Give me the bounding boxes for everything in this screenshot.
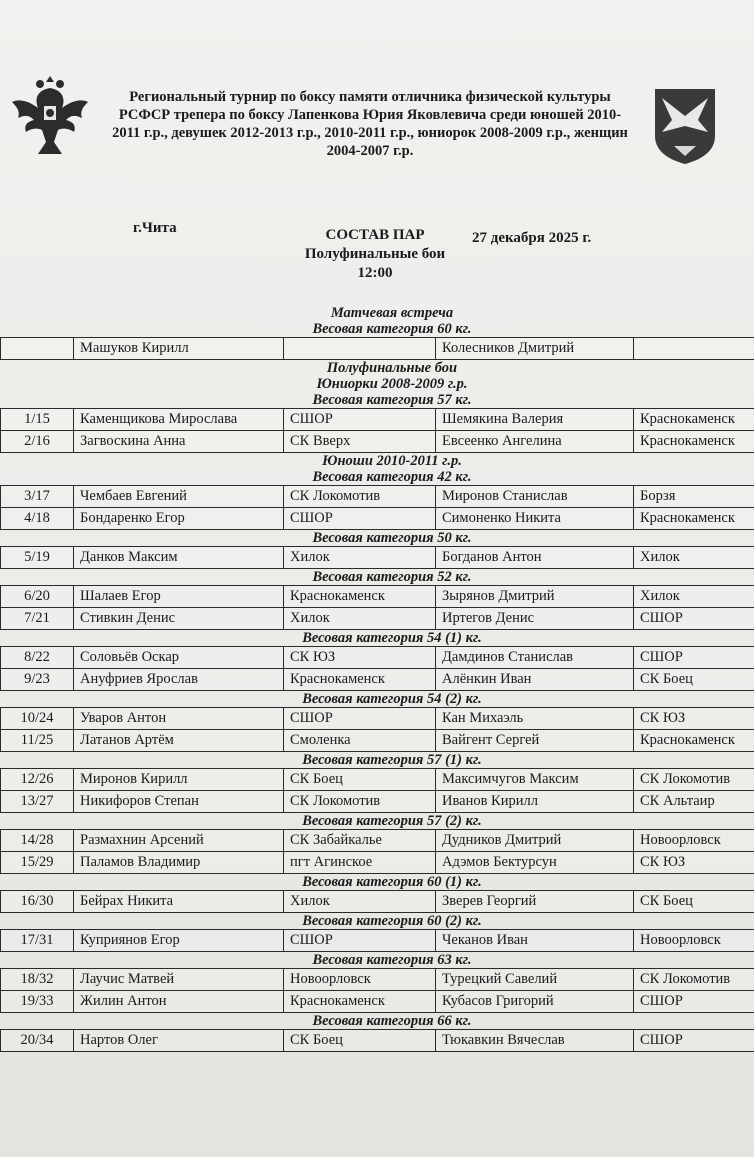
boxer-2-club: СШОР (633, 991, 754, 1012)
section-heading: Юниорки 2008-2009 г.р. (316, 376, 468, 392)
boxer-2-name: Вайгент Сергей (435, 730, 633, 751)
section-heading: Весовая категория 57 (1) кг. (302, 752, 482, 768)
bout-number: 4/18 (24, 510, 50, 526)
boxer-2-name: Тюкавкин Вячеслав (435, 1030, 633, 1051)
boxer-2-name: Алёнкин Иван (435, 669, 633, 690)
boxer-1-name: Куприянов Егор (73, 930, 283, 951)
bout-row (0, 337, 754, 360)
section-heading: Матчевая встреча (330, 305, 454, 321)
boxer-1-club: СШОР (283, 708, 435, 729)
section-heading: Весовая категория 63 кг. (312, 952, 472, 968)
boxer-1-name: Уваров Антон (73, 708, 283, 729)
boxer-2-name: Шемякина Валерия (435, 409, 633, 430)
bout-row (0, 852, 754, 874)
bout-row (0, 768, 754, 791)
tournament-title: Региональный турнир по боксу памяти отличника физической культуры РСФСР трепера по боксу Лапенкова Юрия Яковлевича среди юношей 2010-2011 г.р., девушек 2012-2013 г.р., 2010-2011 г.р., юниорок 2008-2009 г.р., женщин 2004-2007 г.р. (112, 89, 628, 159)
boxer-1-club: Хилок (283, 891, 435, 912)
bout-number: 12/26 (20, 771, 54, 787)
boxer-2-club: Новоорловск (633, 930, 754, 951)
boxer-2-club: СК Боец (633, 891, 754, 912)
boxer-1-name: Нартов Олег (73, 1030, 283, 1051)
boxer-2-name: Колесников Дмитрий (435, 338, 633, 359)
boxer-2-name: Дамдинов Станислав (435, 647, 633, 668)
section-heading: Весовая категория 50 кг. (312, 530, 472, 546)
bout-number (1, 338, 73, 359)
bout-row (0, 791, 754, 813)
boxer-2-club: СК Локомотив (633, 969, 754, 990)
bout-row (0, 991, 754, 1013)
boxer-1-club: Краснокаменск (283, 586, 435, 607)
boxer-2-name: Богданов Антон (435, 547, 633, 568)
boxer-2-club: СШОР (633, 1030, 754, 1051)
boxer-2-name: Максимчугов Максим (435, 769, 633, 790)
boxer-1-name: Паламов Владимир (73, 852, 283, 873)
section-heading: Полуфинальные бои (326, 360, 458, 376)
bout-row (0, 968, 754, 991)
document-heading (240, 226, 510, 283)
boxer-1-name: Соловьёв Оскар (73, 647, 283, 668)
doc-subtitle: Полуфинальные бои (304, 246, 446, 262)
bout-row (0, 585, 754, 608)
bout-number: 14/28 (20, 832, 54, 848)
boxer-1-name: Миронов Кирилл (73, 769, 283, 790)
bout-number: 7/21 (24, 610, 50, 626)
boxer-2-club: СК ЮЗ (633, 708, 754, 729)
doc-time: 12:00 (357, 265, 393, 281)
boxer-2-name: Евсеенко Ангелина (435, 431, 633, 452)
bout-row (0, 1029, 754, 1052)
boxer-1-club: Хилок (283, 608, 435, 629)
boxer-2-name: Иванов Кирилл (435, 791, 633, 812)
bout-number: 10/24 (20, 710, 54, 726)
section-heading: Весовая категория 60 (1) кг. (302, 874, 482, 890)
bout-number: 13/27 (20, 793, 54, 809)
boxer-2-club: Хилок (633, 547, 754, 568)
boxer-2-name: Симоненко Никита (435, 508, 633, 529)
bout-row (0, 485, 754, 508)
bout-number: 6/20 (24, 588, 50, 604)
boxer-1-name: Стивкин Денис (73, 608, 283, 629)
bout-number: 18/32 (20, 971, 54, 987)
boxer-1-club: СК Боец (283, 1030, 435, 1051)
boxer-2-club: Краснокаменск (633, 508, 754, 529)
bout-schedule (0, 305, 754, 1052)
section-heading: Весовая категория 57 (2) кг. (302, 813, 482, 829)
boxer-1-club: СК Локомотив (283, 486, 435, 507)
city-label: г.Чита (133, 220, 177, 236)
boxer-1-name: Бейрах Никита (73, 891, 283, 912)
boxer-1-club: СК Забайкалье (283, 830, 435, 851)
boxer-2-club (633, 338, 754, 359)
boxer-1-name: Каменщикова Мирослава (73, 409, 283, 430)
bout-number: 20/34 (20, 1032, 54, 1048)
boxer-2-name: Турецкий Савелий (435, 969, 633, 990)
bout-row (0, 929, 754, 952)
section-heading: Юноши 2010-2011 г.р. (322, 453, 462, 469)
boxer-2-name: Миронов Станислав (435, 486, 633, 507)
bout-row (0, 730, 754, 752)
boxer-1-name: Лаучис Матвей (73, 969, 283, 990)
bout-number: 8/22 (24, 649, 50, 665)
boxer-1-club: СШОР (283, 508, 435, 529)
boxer-2-name: Иртегов Денис (435, 608, 633, 629)
bout-number: 2/16 (24, 433, 50, 449)
boxer-1-club: СК Боец (283, 769, 435, 790)
boxer-1-club: Новоорловск (283, 969, 435, 990)
bout-number: 17/31 (20, 932, 54, 948)
boxer-1-club: Краснокаменск (283, 669, 435, 690)
boxer-1-name: Ануфриев Ярослав (73, 669, 283, 690)
bout-row (0, 829, 754, 852)
bout-number: 1/15 (24, 411, 50, 427)
bout-row (0, 707, 754, 730)
date-label: 27 декабря 2025 г. (472, 230, 592, 246)
section-heading: Весовая категория 57 кг. (312, 392, 472, 408)
section-heading: Весовая категория 42 кг. (312, 469, 472, 485)
boxer-1-club: пгт Агинское (283, 852, 435, 873)
bout-number: 3/17 (24, 488, 50, 504)
bout-number: 15/29 (20, 854, 54, 870)
bout-row (0, 646, 754, 669)
boxer-1-name: Загвоскина Анна (73, 431, 283, 452)
boxer-1-name: Машуков Кирилл (73, 338, 283, 359)
boxer-1-club: Хилок (283, 547, 435, 568)
boxer-2-name: Адэмов Бектурсун (435, 852, 633, 873)
boxer-1-club: СШОР (283, 930, 435, 951)
bout-number: 9/23 (24, 671, 50, 687)
bout-row (0, 431, 754, 453)
section-heading: Весовая категория 60 кг. (312, 321, 472, 337)
boxer-2-club: СК Боец (633, 669, 754, 690)
bout-number: 5/19 (24, 549, 50, 565)
boxer-2-name: Дудников Дмитрий (435, 830, 633, 851)
boxer-2-name: Зверев Георгий (435, 891, 633, 912)
boxer-1-name: Жилин Антон (73, 991, 283, 1012)
boxer-1-name: Никифоров Степан (73, 791, 283, 812)
bout-number: 16/30 (20, 893, 54, 909)
boxer-2-club: Новоорловск (633, 830, 754, 851)
section-heading: Весовая категория 54 (1) кг. (302, 630, 482, 646)
bout-row (0, 608, 754, 630)
section-heading: Весовая категория 66 кг. (312, 1013, 472, 1029)
boxer-2-club: Борзя (633, 486, 754, 507)
boxer-1-club: СШОР (283, 409, 435, 430)
bout-row (0, 508, 754, 530)
boxer-2-name: Кубасов Григорий (435, 991, 633, 1012)
boxer-1-name: Бондаренко Егор (73, 508, 283, 529)
boxer-1-name: Чембаев Евгений (73, 486, 283, 507)
boxer-1-club (283, 338, 435, 359)
boxer-2-club: СК Альтаир (633, 791, 754, 812)
boxer-1-name: Шалаев Егор (73, 586, 283, 607)
bout-number: 11/25 (20, 732, 54, 748)
bout-row (0, 669, 754, 691)
bout-number: 19/33 (20, 993, 54, 1009)
section-heading: Весовая категория 52 кг. (312, 569, 472, 585)
section-heading: Весовая категория 54 (2) кг. (302, 691, 482, 707)
russian-eagle-emblem-icon (8, 68, 92, 158)
section-heading: Весовая категория 60 (2) кг. (302, 913, 482, 929)
bout-row (0, 408, 754, 431)
boxer-2-club: Краснокаменск (633, 431, 754, 452)
boxer-1-club: Смоленка (283, 730, 435, 751)
boxer-1-club: СК Локомотив (283, 791, 435, 812)
boxer-2-club: СШОР (633, 608, 754, 629)
doc-title: СОСТАВ ПАР (325, 227, 425, 243)
boxer-1-name: Данков Максим (73, 547, 283, 568)
bout-row (0, 890, 754, 913)
boxer-2-club: СК ЮЗ (633, 852, 754, 873)
regional-coat-of-arms-icon (652, 86, 718, 166)
boxer-1-club: СК ЮЗ (283, 647, 435, 668)
bout-row (0, 546, 754, 569)
boxer-1-name: Размахнин Арсений (73, 830, 283, 851)
boxer-2-name: Кан Михаэль (435, 708, 633, 729)
boxer-1-name: Латанов Артём (73, 730, 283, 751)
boxer-2-name: Зырянов Дмитрий (435, 586, 633, 607)
boxer-1-club: Краснокаменск (283, 991, 435, 1012)
boxer-2-club: СК Локомотив (633, 769, 754, 790)
boxer-2-club: СШОР (633, 647, 754, 668)
boxer-1-club: СК Вверх (283, 431, 435, 452)
boxer-2-club: Краснокаменск (633, 730, 754, 751)
boxer-2-name: Чеканов Иван (435, 930, 633, 951)
boxer-2-club: Краснокаменск (633, 409, 754, 430)
boxer-2-club: Хилок (633, 586, 754, 607)
